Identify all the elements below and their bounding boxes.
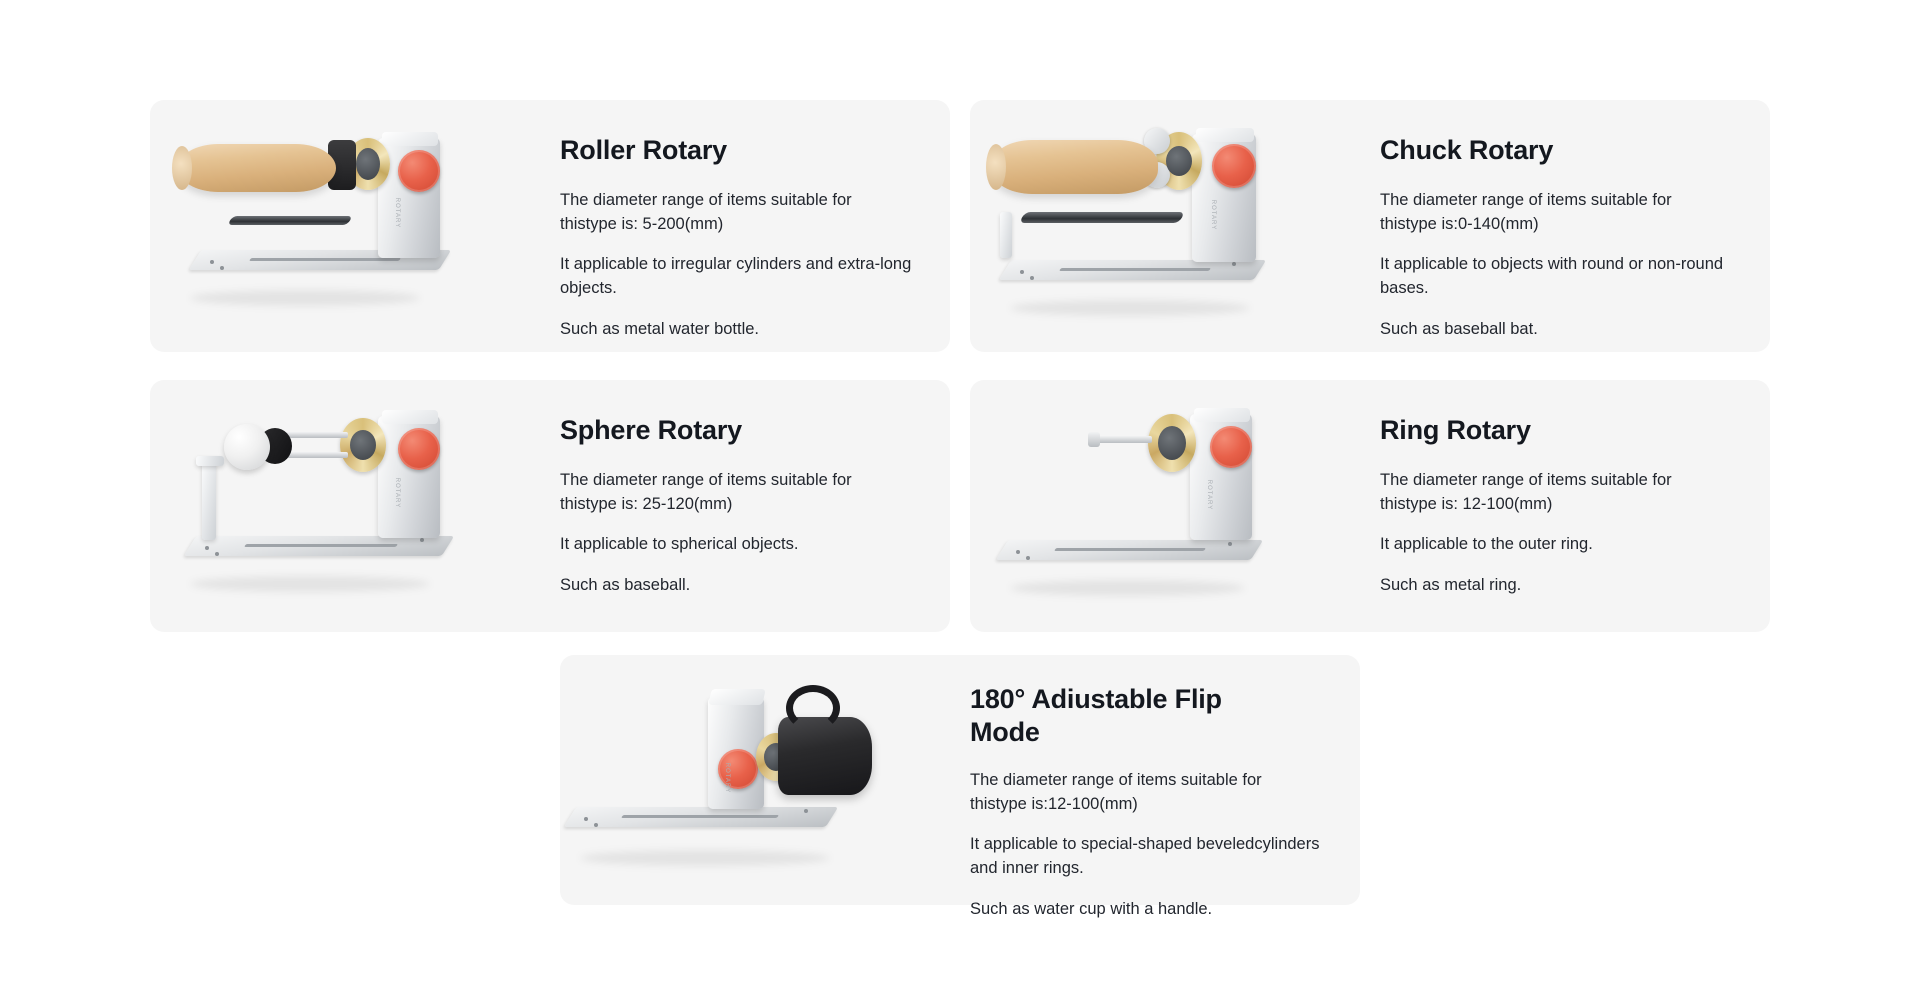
card-paragraph: It applicable to special-shaped beveledcylinders and inner rings. bbox=[970, 835, 1320, 878]
card-paragraph: The diameter range of items suitable for thistype is:0-140(mm) bbox=[1380, 190, 1672, 233]
card-paragraph: It applicable to the outer ring. bbox=[1380, 535, 1593, 554]
figure-ring-rotary bbox=[970, 380, 1380, 632]
figure-roller-rotary bbox=[150, 100, 560, 352]
card-paragraph: Such as metal ring. bbox=[1380, 576, 1522, 595]
roller-rotary-device: ROTARY bbox=[150, 100, 560, 352]
card-paragraph: The diameter range of items suitable for thistype is: 5-200(mm) bbox=[560, 190, 852, 233]
text-flip-mode bbox=[970, 655, 1360, 922]
text-ring-rotary bbox=[1380, 380, 1770, 598]
card-flip-mode bbox=[560, 655, 1360, 918]
card-sphere-rotary bbox=[150, 380, 950, 632]
card-chuck-rotary bbox=[970, 100, 1770, 352]
card-paragraph: It applicable to objects with round or non-round bases. bbox=[1380, 255, 1724, 298]
text-roller-rotary bbox=[560, 100, 950, 342]
card-paragraph: The diameter range of items suitable for thistype is: 12-100(mm) bbox=[1380, 470, 1672, 513]
figure-sphere-rotary bbox=[150, 380, 560, 632]
figure-chuck-rotary bbox=[970, 100, 1380, 352]
text-chuck-rotary bbox=[1380, 100, 1770, 342]
flip-mode-device: ROTARY bbox=[560, 655, 970, 905]
chuck-rotary-device: ROTARY bbox=[970, 100, 1380, 352]
card-paragraph: The diameter range of items suitable for thistype is:12-100(mm) bbox=[970, 770, 1262, 813]
card-title: Sphere Rotary bbox=[560, 415, 742, 445]
card-paragraph: Such as baseball. bbox=[560, 576, 691, 595]
card-title: 180° Adiustable Flip Mode bbox=[970, 684, 1222, 747]
card-ring-rotary bbox=[970, 380, 1770, 632]
card-paragraph: Such as water cup with a handle. bbox=[970, 899, 1213, 918]
sphere-rotary-device: ROTARY bbox=[150, 380, 560, 632]
card-paragraph: The diameter range of items suitable for thistype is: 25-120(mm) bbox=[560, 470, 852, 513]
card-paragraph: It applicable to spherical objects. bbox=[560, 535, 799, 554]
card-title: Ring Rotary bbox=[1380, 415, 1531, 445]
card-paragraph: Such as baseball bat. bbox=[1380, 319, 1538, 338]
text-sphere-rotary bbox=[560, 380, 950, 598]
ring-rotary-device: ROTARY bbox=[970, 380, 1380, 632]
figure-flip-mode bbox=[560, 655, 970, 905]
card-paragraph: It applicable to irregular cylinders and extra-long objects. bbox=[560, 255, 912, 298]
card-title: Roller Rotary bbox=[560, 135, 727, 165]
card-roller-rotary bbox=[150, 100, 950, 352]
card-paragraph: Such as metal water bottle. bbox=[560, 319, 760, 338]
card-title: Chuck Rotary bbox=[1380, 135, 1554, 165]
